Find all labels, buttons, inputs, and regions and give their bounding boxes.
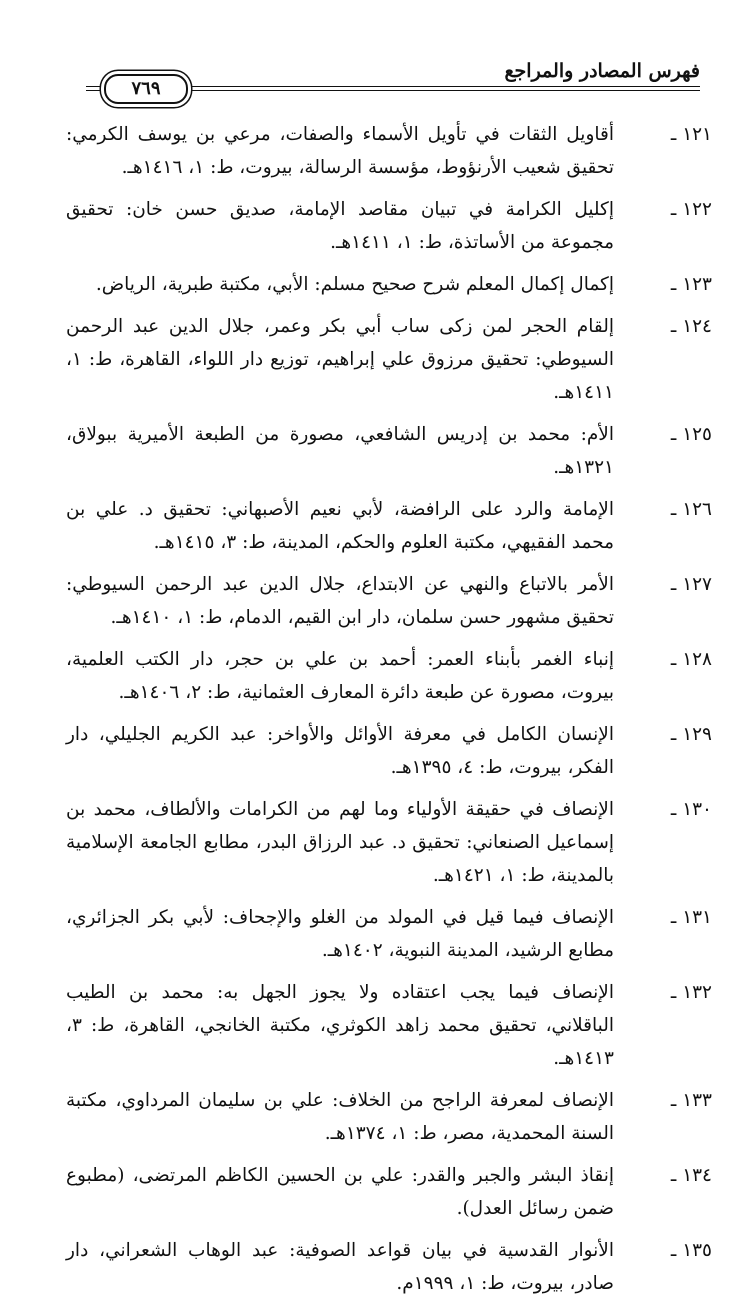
entry-text: أقاويل الثقات في تأويل الأسماء والصفات، مرعي بن يوسف الكرمي: تحقيق شعيب الأرنؤوط، مؤسسة الرسالة، بيروت، ط: ١، ١٤١٦هـ. bbox=[66, 124, 614, 178]
entry-text: إلقام الحجر لمن زكى ساب أبي بكر وعمر، جلال الدين عبد الرحمن السيوطي: تحقيق مرزوق علي إبراهيم، توزيع دار اللواء، القاهرة، ط: ١، ١٤١١هـ. bbox=[66, 316, 614, 403]
entry-number: ١٣٥ ـ bbox=[670, 1240, 712, 1261]
bibliography-entry-132 bbox=[66, 976, 712, 1075]
bibliography-entry-127 bbox=[66, 568, 712, 634]
entry-number: ١٢٨ ـ bbox=[670, 649, 712, 670]
page-header bbox=[86, 56, 700, 100]
running-title: فهرس المصادر والمراجع bbox=[504, 60, 700, 82]
bibliography-entry-121 bbox=[66, 118, 712, 184]
entry-number: ١٢٦ ـ bbox=[670, 499, 712, 520]
entry-number: ١٢٤ ـ bbox=[670, 316, 712, 337]
entry-number: ١٢١ ـ bbox=[670, 124, 712, 145]
entry-number: ١٣٤ ـ bbox=[670, 1165, 712, 1186]
entry-text: الإنسان الكامل في معرفة الأوائل والأواخر: عبد الكريم الجليلي، دار الفكر، بيروت، ط: ٤، ١٣٩٥هـ. bbox=[66, 724, 614, 778]
bibliography-entry-123 bbox=[66, 268, 712, 301]
entry-number: ١٢٥ ـ bbox=[670, 424, 712, 445]
entry-text: إنباء الغمر بأبناء العمر: أحمد بن علي بن حجر، دار الكتب العلمية، بيروت، مصورة عن طبعة دائرة المعارف العثمانية، ط: ٢، ١٤٠٦هـ. bbox=[66, 649, 614, 703]
bibliography-entry-133 bbox=[66, 1084, 712, 1150]
entry-text: الإنصاف فيما يجب اعتقاده ولا يجوز الجهل به: محمد بن الطيب الباقلاني، تحقيق محمد زاهد الكوثري، مكتبة الخانجي، القاهرة، ط: ٣، ١٤١٣هـ. bbox=[66, 982, 614, 1069]
bibliography-entry-124 bbox=[66, 310, 712, 409]
entry-text: الإنصاف في حقيقة الأولياء وما لهم من الكرامات والألطاف، محمد بن إسماعيل الصنعاني: تحقيق د. عبد الرزاق البدر، مطابع الجامعة الإسلامية بالمدينة، ط: ١، ١٤٢١هـ. bbox=[66, 799, 614, 886]
bibliography-entry-126 bbox=[66, 493, 712, 559]
entry-number: ١٣١ ـ bbox=[670, 907, 712, 928]
bibliography-entry-131 bbox=[66, 901, 712, 967]
entry-text: إكليل الكرامة في تبيان مقاصد الإمامة، صديق حسن خان: تحقيق مجموعة من الأساتذة، ط: ١، ١٤١١هـ. bbox=[66, 199, 614, 253]
entry-number: ١٢٩ ـ bbox=[670, 724, 712, 745]
entry-text: إنقاذ البشر والجبر والقدر: علي بن الحسين الكاظم المرتضى، (مطبوع ضمن رسائل العدل). bbox=[66, 1165, 614, 1219]
bibliography-entry-128 bbox=[66, 643, 712, 709]
entry-number: ١٢٢ ـ bbox=[670, 199, 712, 220]
entry-text: إكمال إكمال المعلم شرح صحيح مسلم: الأبي، مكتبة طبرية، الرياض. bbox=[95, 274, 614, 295]
bibliography-entry-134 bbox=[66, 1159, 712, 1225]
entry-text: الإمامة والرد على الرافضة، لأبي نعيم الأصبهاني: تحقيق د. علي بن محمد الفقيهي، مكتبة العلوم والحكم، المدينة، ط: ٣، ١٤١٥هـ. bbox=[66, 499, 614, 553]
bibliography-entry-135 bbox=[66, 1234, 712, 1300]
entry-text: الأمر بالاتباع والنهي عن الابتداع، جلال الدين عبد الرحمن السيوطي: تحقيق مشهور حسن سلمان، دار ابن القيم، الدمام، ط: ١، ١٤١٠هـ. bbox=[66, 574, 614, 628]
bibliography-entry-125 bbox=[66, 418, 712, 484]
bibliography-entry-122 bbox=[66, 193, 712, 259]
bibliography-entry-130 bbox=[66, 793, 712, 892]
entry-number: ١٣٠ ـ bbox=[670, 799, 712, 820]
entry-number: ١٣٢ ـ bbox=[670, 982, 712, 1003]
entry-number: ١٣٣ ـ bbox=[670, 1090, 712, 1111]
entry-text: الإنصاف فيما قيل في المولد من الغلو والإجحاف: لأبي بكر الجزائري، مطابع الرشيد، المدينة النبوية، ١٤٠٢هـ. bbox=[66, 907, 614, 961]
page-number: ٧٦٩ bbox=[104, 74, 188, 104]
entry-text: الأم: محمد بن إدريس الشافعي، مصورة من الطبعة الأميرية ببولاق، ١٣٢١هـ. bbox=[66, 424, 614, 478]
bibliography-entry-129 bbox=[66, 718, 712, 784]
entry-number: ١٢٧ ـ bbox=[670, 574, 712, 595]
bibliography-list bbox=[66, 118, 712, 1309]
entry-text: الإنصاف لمعرفة الراجح من الخلاف: علي بن سليمان المرداوي، مكتبة السنة المحمدية، مصر، ط: ١، ١٣٧٤هـ. bbox=[66, 1090, 614, 1144]
entry-number: ١٢٣ ـ bbox=[670, 274, 712, 295]
entry-text: الأنوار القدسية في بيان قواعد الصوفية: عبد الوهاب الشعراني، دار صادر، بيروت، ط: ١، ١٩٩٩م. bbox=[66, 1240, 614, 1294]
